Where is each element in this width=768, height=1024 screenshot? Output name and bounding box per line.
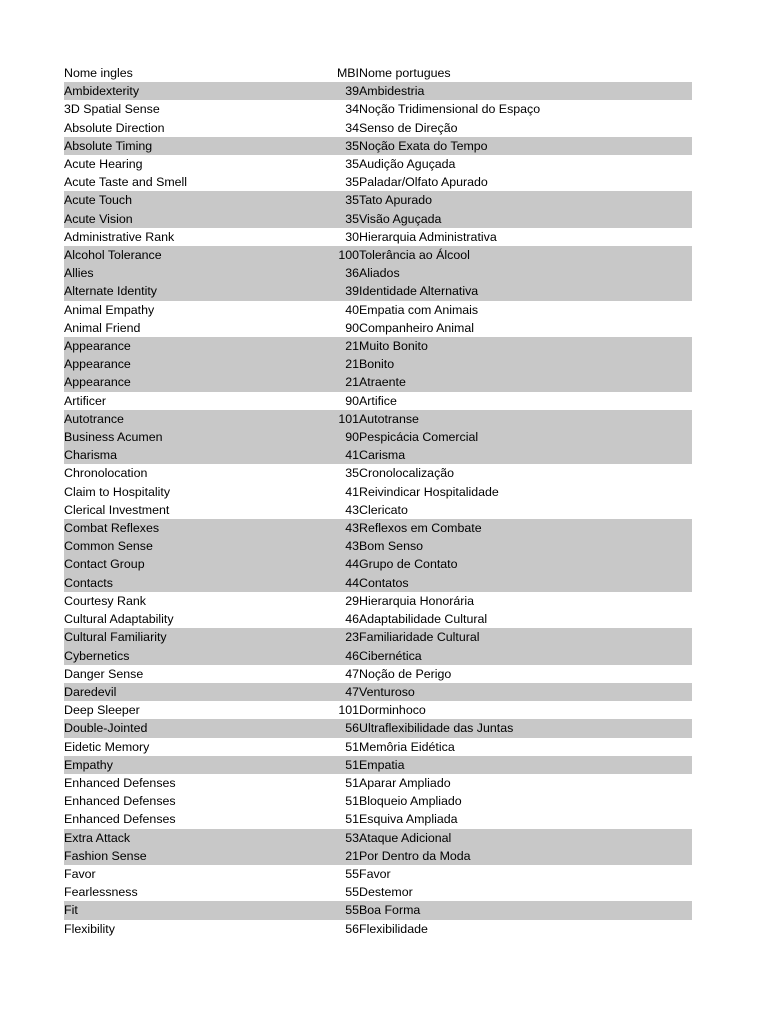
table-row (64, 501, 692, 519)
mbi-cell: 35 (345, 175, 359, 190)
mbi-cell: 34 (345, 120, 359, 135)
mbi-cell: 39 (316, 282, 359, 300)
portuguese-name-cell: Empatia com Animais (359, 302, 479, 317)
advantages-table (64, 64, 692, 938)
portuguese-name-cell: Noção Tridimensional do Espaço (359, 102, 541, 117)
english-name-cell: Fit (64, 901, 316, 919)
mbi-cell: 21 (316, 847, 359, 865)
portuguese-name-cell: Flexibilidade (359, 921, 428, 936)
portuguese-name-cell: Reivindicar Hospitalidade (359, 484, 499, 499)
mbi-cell: 23 (316, 628, 359, 646)
mbi-cell: 36 (316, 264, 359, 282)
header-mbi: MBI (336, 66, 359, 80)
mbi-cell: 101 (316, 410, 359, 428)
portuguese-name-cell: Atraente (359, 373, 692, 391)
english-name-cell: Charisma (64, 446, 316, 464)
mbi-cell: 101 (338, 703, 359, 718)
table-row (64, 137, 692, 155)
portuguese-name-cell: Ataque Adicional (359, 829, 692, 847)
table-row (64, 355, 692, 373)
mbi-cell: 43 (345, 502, 359, 517)
table-body (64, 82, 692, 938)
portuguese-name-cell: Cibernética (359, 647, 692, 665)
table-row (64, 665, 692, 683)
portuguese-name-cell: Paladar/Olfato Apurado (359, 175, 488, 190)
table-row (64, 264, 692, 282)
mbi-cell: 35 (316, 137, 359, 155)
portuguese-name-cell: Visão Aguçada (359, 210, 692, 228)
portuguese-name-cell: Ambidestria (359, 82, 692, 100)
portuguese-name-cell: Reflexos em Combate (359, 519, 692, 537)
english-name-cell: Extra Attack (64, 829, 316, 847)
table-row (64, 483, 692, 501)
english-name-cell: Contact Group (64, 555, 316, 573)
portuguese-name-cell: Hierarquia Honorária (359, 593, 475, 608)
english-name-cell: Fearlessness (64, 885, 138, 900)
table-row (64, 446, 692, 464)
mbi-cell: 29 (345, 593, 359, 608)
english-name-cell: Favor (64, 866, 96, 881)
english-name-cell: Allies (64, 264, 316, 282)
english-name-cell: Courtesy Rank (64, 593, 146, 608)
english-name-cell: Chronolocation (64, 466, 148, 481)
mbi-cell: 35 (345, 157, 359, 172)
portuguese-name-cell: Favor (359, 866, 391, 881)
table-row (64, 610, 692, 628)
table-row (64, 282, 692, 300)
portuguese-name-cell: Adaptabilidade Cultural (359, 612, 488, 627)
english-name-cell: Claim to Hospitality (64, 484, 171, 499)
portuguese-name-cell: Ultraflexibilidade das Juntas (359, 719, 692, 737)
english-name-cell: Cultural Adaptability (64, 612, 174, 627)
portuguese-name-cell: Hierarquia Administrativa (359, 229, 497, 244)
table-row (64, 373, 692, 391)
portuguese-name-cell: Bloqueio Ampliado (359, 794, 462, 809)
table-row (64, 119, 692, 137)
portuguese-name-cell: Bom Senso (359, 537, 692, 555)
english-name-cell: Acute Vision (64, 210, 316, 228)
table-row (64, 100, 692, 118)
portuguese-name-cell: Pespicácia Comercial (359, 428, 692, 446)
table-row (64, 337, 692, 355)
english-name-cell: Enhanced Defenses (64, 812, 176, 827)
table-row (64, 228, 692, 246)
mbi-cell: 51 (345, 812, 359, 827)
portuguese-name-cell: Tolerância ao Álcool (359, 246, 692, 264)
mbi-cell: 43 (316, 537, 359, 555)
mbi-cell: 51 (345, 775, 359, 790)
header-english-name: Nome ingles (64, 66, 133, 80)
mbi-cell: 35 (345, 466, 359, 481)
english-name-cell: Enhanced Defenses (64, 794, 176, 809)
mbi-cell: 43 (316, 519, 359, 537)
mbi-cell: 47 (316, 683, 359, 701)
table-row (64, 210, 692, 228)
portuguese-name-cell: Aliados (359, 264, 692, 282)
mbi-cell: 21 (316, 355, 359, 373)
table-row (64, 719, 692, 737)
table-row (64, 920, 692, 938)
table-row (64, 410, 692, 428)
mbi-cell: 90 (345, 393, 359, 408)
table-row (64, 555, 692, 573)
table-row (64, 683, 692, 701)
mbi-cell: 21 (316, 373, 359, 391)
portuguese-name-cell: Autotranse (359, 410, 692, 428)
table-row (64, 647, 692, 665)
portuguese-name-cell: Grupo de Contato (359, 555, 692, 573)
mbi-cell: 51 (316, 756, 359, 774)
portuguese-name-cell: Esquiva Ampliada (359, 812, 458, 827)
portuguese-name-cell: Familiaridade Cultural (359, 628, 692, 646)
mbi-cell: 56 (345, 921, 359, 936)
mbi-cell: 90 (316, 428, 359, 446)
table-row (64, 901, 692, 919)
table-row (64, 519, 692, 537)
table-row (64, 428, 692, 446)
mbi-cell: 51 (345, 794, 359, 809)
english-name-cell: Empathy (64, 756, 316, 774)
english-name-cell: Cybernetics (64, 647, 316, 665)
english-name-cell: Clerical Investment (64, 502, 170, 517)
english-name-cell: Appearance (64, 355, 316, 373)
portuguese-name-cell: Boa Forma (359, 901, 692, 919)
english-name-cell: Artificer (64, 393, 106, 408)
mbi-cell: 40 (345, 302, 359, 317)
table-row (64, 829, 692, 847)
english-name-cell: Autotrance (64, 410, 316, 428)
english-name-cell: Appearance (64, 373, 316, 391)
mbi-cell: 34 (345, 102, 359, 117)
mbi-cell: 21 (316, 337, 359, 355)
portuguese-name-cell: Muito Bonito (359, 337, 692, 355)
portuguese-name-cell: Dorminhoco (359, 703, 426, 718)
english-name-cell: Animal Friend (64, 320, 141, 335)
portuguese-name-cell: Audição Aguçada (359, 157, 456, 172)
portuguese-name-cell: Bonito (359, 355, 692, 373)
portuguese-name-cell: Tato Apurado (359, 191, 692, 209)
portuguese-name-cell: Identidade Alternativa (359, 282, 692, 300)
table-row (64, 301, 692, 319)
portuguese-name-cell: Destemor (359, 885, 413, 900)
english-name-cell: Daredevil (64, 683, 316, 701)
table-row (64, 537, 692, 555)
english-name-cell: Double-Jointed (64, 719, 316, 737)
english-name-cell: Deep Sleeper (64, 703, 140, 718)
english-name-cell: Enhanced Defenses (64, 775, 176, 790)
table-row (64, 173, 692, 191)
portuguese-name-cell: Por Dentro da Moda (359, 847, 692, 865)
table-row (64, 319, 692, 337)
table-row (64, 246, 692, 264)
mbi-cell: 30 (345, 229, 359, 244)
english-name-cell: Ambidexterity (64, 82, 316, 100)
mbi-cell: 41 (345, 484, 359, 499)
portuguese-name-cell: Artifice (359, 393, 397, 408)
portuguese-name-cell: Companheiro Animal (359, 320, 475, 335)
mbi-cell: 47 (345, 666, 359, 681)
table-row (64, 464, 692, 482)
table-row (64, 810, 692, 828)
english-name-cell: 3D Spatial Sense (64, 102, 160, 117)
mbi-cell: 44 (316, 555, 359, 573)
mbi-cell: 53 (316, 829, 359, 847)
table-row (64, 628, 692, 646)
portuguese-name-cell: Noção Exata do Tempo (359, 137, 692, 155)
portuguese-name-cell: Noção de Perigo (359, 666, 452, 681)
english-name-cell: Contacts (64, 574, 316, 592)
english-name-cell: Cultural Familiarity (64, 628, 316, 646)
english-name-cell: Combat Reflexes (64, 519, 316, 537)
english-name-cell: Flexibility (64, 921, 115, 936)
portuguese-name-cell: Cronolocalização (359, 466, 455, 481)
table-row (64, 392, 692, 410)
portuguese-name-cell: Empatia (359, 756, 692, 774)
table-row (64, 792, 692, 810)
mbi-cell: 55 (345, 885, 359, 900)
english-name-cell: Administrative Rank (64, 229, 175, 244)
english-name-cell: Absolute Timing (64, 137, 316, 155)
english-name-cell: Acute Touch (64, 191, 316, 209)
table-row (64, 865, 692, 883)
mbi-cell: 100 (316, 246, 359, 264)
english-name-cell: Fashion Sense (64, 847, 316, 865)
table-row (64, 774, 692, 792)
table-row (64, 155, 692, 173)
english-name-cell: Acute Hearing (64, 157, 143, 172)
english-name-cell: Appearance (64, 337, 316, 355)
english-name-cell: Absolute Direction (64, 120, 165, 135)
table-row (64, 592, 692, 610)
portuguese-name-cell: Venturoso (359, 683, 692, 701)
portuguese-name-cell: Memôria Eidética (359, 739, 455, 754)
mbi-cell: 39 (316, 82, 359, 100)
mbi-cell: 41 (316, 446, 359, 464)
header-portuguese-name: Nome portugues (359, 66, 451, 80)
portuguese-name-cell: Clericato (359, 502, 408, 517)
mbi-cell: 46 (316, 647, 359, 665)
table-row (64, 82, 692, 100)
mbi-cell: 55 (345, 866, 359, 881)
portuguese-name-cell: Carisma (359, 446, 692, 464)
table-row (64, 883, 692, 901)
english-name-cell: Business Acumen (64, 428, 316, 446)
portuguese-name-cell: Senso de Direção (359, 120, 458, 135)
table-row (64, 191, 692, 209)
table-header-row (64, 64, 692, 82)
mbi-cell: 44 (316, 574, 359, 592)
table-row (64, 847, 692, 865)
mbi-cell: 90 (345, 320, 359, 335)
table-row (64, 738, 692, 756)
english-name-cell: Acute Taste and Smell (64, 175, 188, 190)
english-name-cell: Eidetic Memory (64, 739, 150, 754)
mbi-cell: 46 (345, 612, 359, 627)
mbi-cell: 35 (316, 210, 359, 228)
english-name-cell: Alcohol Tolerance (64, 246, 316, 264)
mbi-cell: 35 (316, 191, 359, 209)
table-row (64, 574, 692, 592)
portuguese-name-cell: Contatos (359, 574, 692, 592)
english-name-cell: Alternate Identity (64, 282, 316, 300)
english-name-cell: Common Sense (64, 537, 316, 555)
table-row (64, 701, 692, 719)
mbi-cell: 55 (316, 901, 359, 919)
mbi-cell: 56 (316, 719, 359, 737)
mbi-cell: 51 (345, 739, 359, 754)
english-name-cell: Danger Sense (64, 666, 144, 681)
portuguese-name-cell: Aparar Ampliado (359, 775, 451, 790)
table-row (64, 756, 692, 774)
english-name-cell: Animal Empathy (64, 302, 155, 317)
